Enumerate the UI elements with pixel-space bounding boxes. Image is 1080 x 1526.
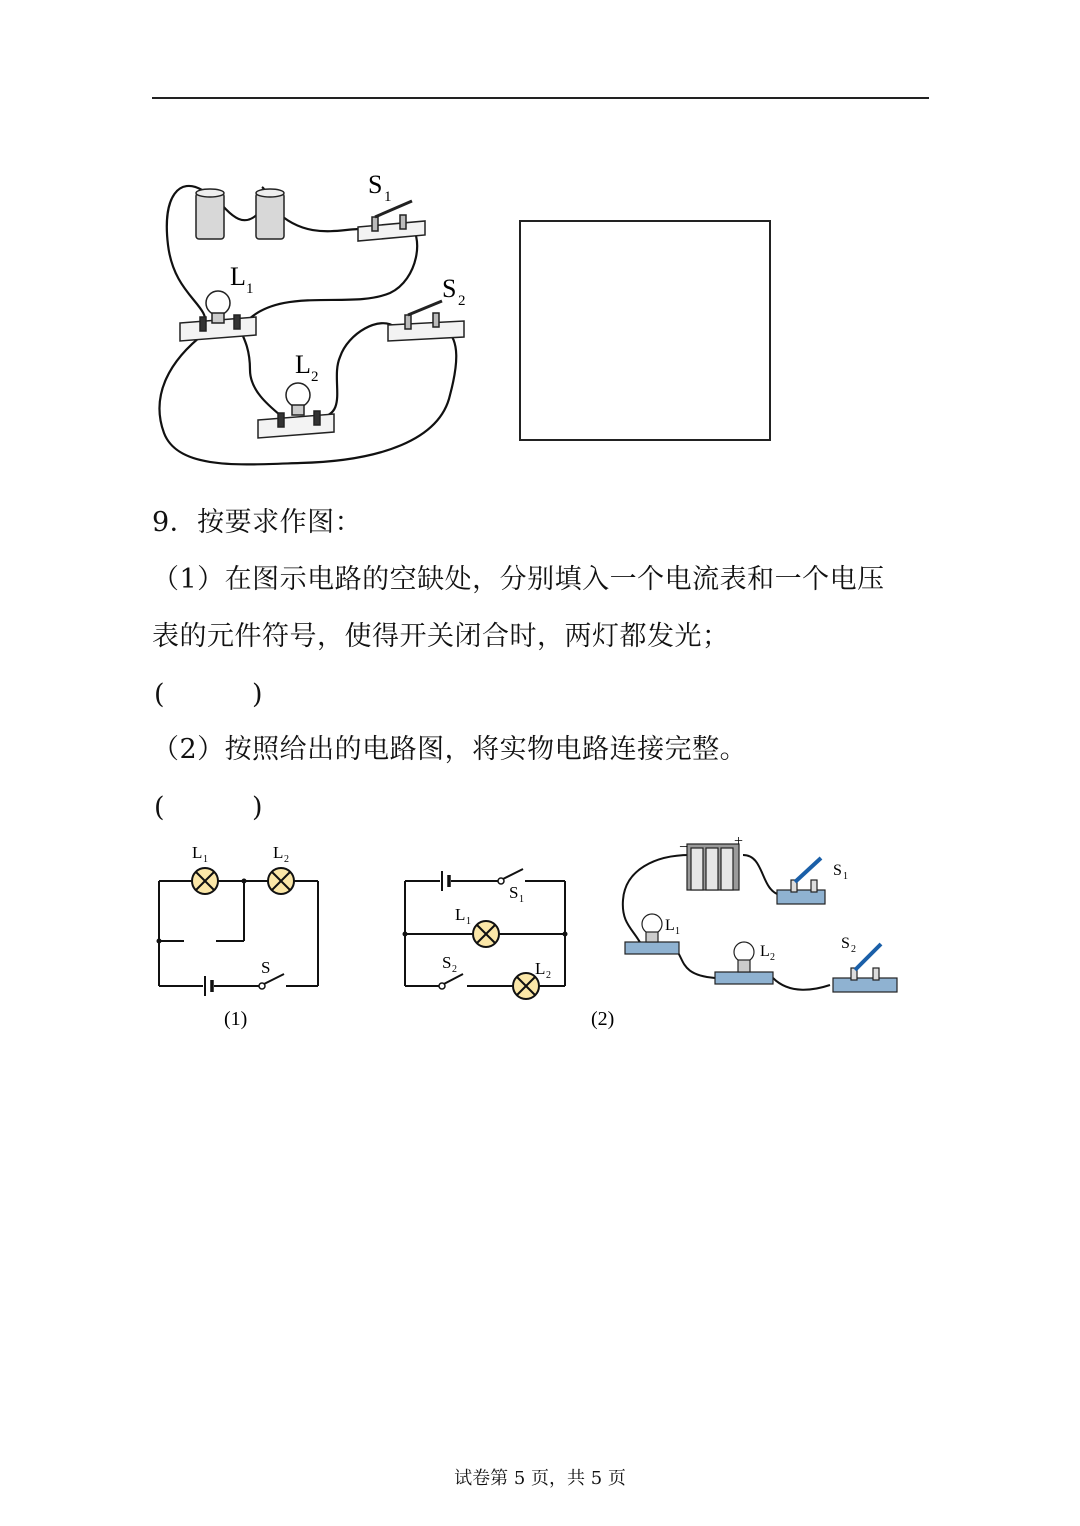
header-rule (152, 97, 929, 99)
fig3-minus: − (679, 839, 689, 856)
label-l1-sub: 1 (246, 281, 254, 297)
fig2-label-l2: L (535, 959, 546, 978)
fig3-label-l2: L (760, 943, 770, 960)
part1-line2: 表的元件符号，使得开关闭合时，两灯都发光； (152, 621, 730, 652)
part1-line1: （1）在图示电路的空缺处，分别填入一个电流表和一个电压 (152, 564, 885, 595)
fig2-label-s2-sub: 2 (452, 964, 457, 975)
fig1-label-l2-sub: 2 (284, 854, 289, 865)
fig3-label-l2-sub: 2 (770, 952, 775, 963)
fig2-label-s2: S (442, 953, 452, 972)
question-heading: 9．按要求作图： (152, 507, 363, 538)
part2-line1: （2）按照给出的电路图，将实物电路连接完整。 (152, 734, 748, 765)
circuit-diagram-1 (150, 838, 330, 1038)
switch-s1-illustration (777, 858, 825, 904)
label-s2-sub: 2 (458, 293, 466, 309)
label-s2: S (442, 274, 457, 303)
fig2-label-l2-sub: 2 (546, 970, 551, 981)
battery-cells (196, 189, 284, 239)
fig3-label-s1: S (833, 862, 842, 879)
paren-open: ( (154, 679, 165, 710)
label-l2: L (295, 350, 311, 379)
label-s1: S (368, 170, 383, 199)
paren-close: ) (252, 792, 263, 823)
fig3-label-s2: S (841, 935, 850, 952)
label-l2-sub: 2 (311, 369, 319, 385)
fig2-label-s1: S (509, 883, 519, 902)
fig2-label-l1: L (455, 905, 466, 924)
fig1-label-l1-sub: 1 (203, 854, 208, 865)
paren-close: ) (252, 679, 263, 710)
fig1-label-l1: L (192, 843, 203, 862)
fig2-label-s1-sub: 1 (519, 894, 524, 905)
answer-blank-1[interactable] (152, 678, 272, 712)
fig1-label-l2: L (273, 843, 284, 862)
paren-open: ( (154, 792, 165, 823)
page-footer: 试卷第 5 页，共 5 页 (454, 1468, 626, 1489)
switch-s2-illustration (388, 301, 464, 341)
top-physical-circuit (150, 165, 470, 480)
battery-pack-illustration (687, 844, 739, 890)
label-s1-sub: 1 (384, 189, 392, 205)
fig3-label-s2-sub: 2 (851, 944, 856, 955)
label-l1: L (230, 262, 246, 291)
fig2-label-l1-sub: 1 (466, 916, 471, 927)
fig3-plus: + (734, 833, 744, 850)
fig1-caption: (1) (224, 1008, 248, 1030)
answer-drawing-box[interactable] (519, 220, 771, 441)
lamp-symbol-l1 (473, 921, 499, 947)
lamp-symbol-l1 (192, 868, 218, 894)
fig3-label-l1-sub: 1 (675, 926, 680, 937)
fig3-label-l1: L (665, 917, 675, 934)
answer-blank-2[interactable] (152, 791, 272, 825)
fig3-label-s1-sub: 1 (843, 871, 848, 882)
circuit-diagram-2 (395, 838, 635, 1038)
switch-s1-illustration (358, 201, 425, 241)
lamp-l2-illustration (258, 383, 334, 438)
fig1-label-s: S (261, 958, 271, 977)
lamp-symbol-l2 (268, 868, 294, 894)
fig2-caption: (2) (591, 1008, 615, 1030)
physical-components-2 (615, 830, 905, 1005)
